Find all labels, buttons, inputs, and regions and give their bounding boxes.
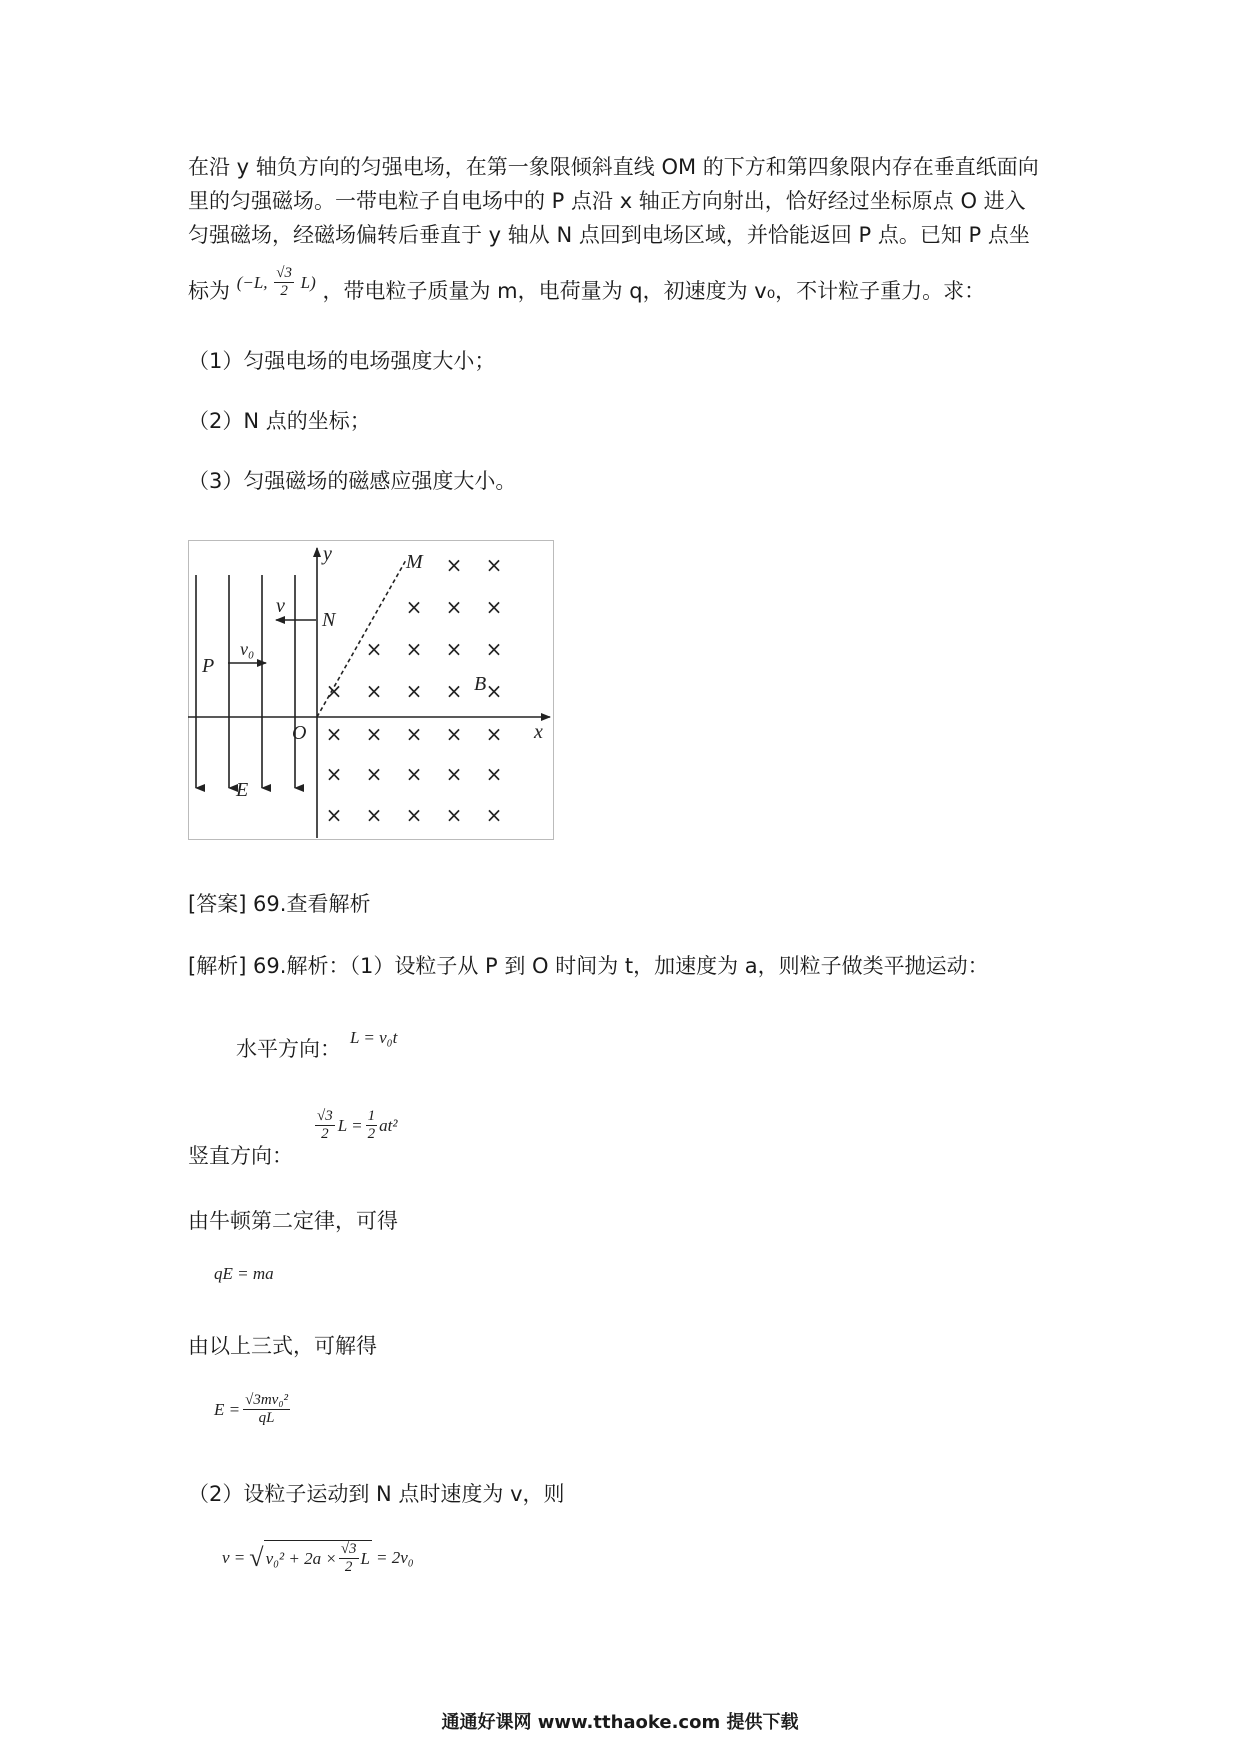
coord-fraction-denominator: 2 xyxy=(280,282,288,299)
cross: × xyxy=(485,803,503,827)
sqrt-symbol: √ xyxy=(249,1543,264,1572)
cross: × xyxy=(365,679,383,703)
label-E: E xyxy=(236,779,249,801)
E-den: qL xyxy=(258,1410,275,1426)
problem-line-4-prefix: 标为 xyxy=(188,279,230,303)
E-fraction xyxy=(243,1392,290,1427)
cross: × xyxy=(405,722,423,746)
label-x: x xyxy=(534,721,543,743)
v-rad-end: L xyxy=(360,1548,371,1568)
vertical-eq-mid: L = xyxy=(337,1115,363,1135)
cross: × xyxy=(365,722,383,746)
cross: × xyxy=(485,637,503,661)
newton-equation: qE = ma xyxy=(214,1264,274,1283)
cross: × xyxy=(445,553,463,577)
cross: × xyxy=(445,595,463,619)
question-3: （3）匀强磁场的磁感应强度大小。 xyxy=(188,469,517,493)
v-frac-den: 2 xyxy=(344,1559,353,1575)
field-diagram xyxy=(188,540,554,840)
analysis-line: [解析] 69.解析：（1）设粒子从 P 到 O 时间为 t，加速度为 a，则粒子做类平抛运动： xyxy=(188,954,989,978)
cross: × xyxy=(445,803,463,827)
solve-line: 由以上三式，可解得 xyxy=(188,1334,377,1358)
cross: × xyxy=(325,762,343,786)
E-num: √3mv₀² xyxy=(245,1392,289,1408)
coord-open: (−L, xyxy=(236,273,268,292)
cross: × xyxy=(405,679,423,703)
question-1: （1）匀强电场的电场强度大小； xyxy=(188,349,496,373)
cross: × xyxy=(485,595,503,619)
cross: × xyxy=(485,679,503,703)
E-lhs: E = xyxy=(214,1399,241,1419)
v-fraction xyxy=(339,1541,359,1576)
cross: × xyxy=(365,803,383,827)
horizontal-equation: L = v₀t xyxy=(350,1028,398,1047)
v-frac-num: √3 xyxy=(340,1541,357,1557)
cross: × xyxy=(485,553,503,577)
cross: × xyxy=(445,722,463,746)
E-equation xyxy=(214,1392,290,1427)
coordinate-expression xyxy=(237,264,316,300)
label-B: B xyxy=(474,673,487,695)
question-2: （2）N 点的坐标； xyxy=(188,409,371,433)
cross: × xyxy=(405,637,423,661)
cross: × xyxy=(405,803,423,827)
v-rad-start: v₀² + 2a × xyxy=(265,1548,337,1568)
footer-source: 通通好课网 www.tthaoke.com 提供下载 xyxy=(441,1712,799,1733)
v-equation xyxy=(222,1540,414,1576)
vertical-label: 竖直方向： xyxy=(188,1144,293,1168)
cross: × xyxy=(325,803,343,827)
cross: × xyxy=(325,722,343,746)
problem-line-3: 匀强磁场，经磁场偏转后垂直于 y 轴从 N 点回到电场区域，并恰能返回 P 点。已知 P 点坐 xyxy=(188,223,1030,247)
label-v0: v₀ xyxy=(240,639,255,659)
cross: × xyxy=(445,762,463,786)
coord-close: L) xyxy=(300,273,316,292)
v-radicand xyxy=(264,1540,372,1576)
horizontal-label: 水平方向： xyxy=(236,1037,341,1061)
answer-line: [答案] 69.查看解析 xyxy=(188,892,371,916)
label-P: P xyxy=(202,655,215,677)
cross: × xyxy=(485,722,503,746)
cross: × xyxy=(325,679,343,703)
vertical-eq-half xyxy=(366,1108,378,1143)
problem-line-4 xyxy=(188,264,1068,308)
cross: × xyxy=(485,762,503,786)
cross: × xyxy=(365,637,383,661)
label-M: M xyxy=(406,551,423,573)
problem-line-4-suffix: ，带电粒子质量为 m，电荷量为 q，初速度为 v₀，不计粒子重力。求： xyxy=(322,279,986,303)
label-N: N xyxy=(322,609,336,631)
v-lhs: v = xyxy=(222,1548,246,1567)
cross: × xyxy=(445,637,463,661)
label-O: O xyxy=(292,722,307,744)
part2-line: （2）设粒子运动到 N 点时速度为 v，则 xyxy=(188,1482,565,1506)
vertical-eq-half-den: 2 xyxy=(367,1126,376,1142)
label-y: y xyxy=(323,543,332,565)
vertical-eq-den: 2 xyxy=(321,1126,329,1142)
problem-statement xyxy=(188,150,1068,308)
vertical-eq-end: at² xyxy=(379,1115,398,1135)
vertical-eq-half-num: 1 xyxy=(367,1108,376,1124)
cross: × xyxy=(405,762,423,786)
cross: × xyxy=(365,762,383,786)
vertical-eq-fraction xyxy=(315,1108,335,1143)
coord-fraction xyxy=(274,265,294,300)
v-rhs: = 2v₀ xyxy=(376,1548,414,1567)
vertical-equation xyxy=(315,1108,397,1143)
problem-line-2: 里的匀强磁场。一带电粒子自电场中的 P 点沿 x 轴正方向射出，恰好经过坐标原点 O 进入 xyxy=(188,189,1026,213)
newton-line: 由牛顿第二定律，可得 xyxy=(188,1209,398,1233)
label-v: v xyxy=(276,595,285,617)
vertical-eq-num: √3 xyxy=(317,1108,333,1124)
problem-line-1: 在沿 y 轴负方向的匀强电场，在第一象限倾斜直线 OM 的下方和第四象限内存在垂直纸面向 xyxy=(188,155,1039,179)
cross: × xyxy=(405,595,423,619)
coord-fraction-numerator: √3 xyxy=(276,264,292,281)
cross: × xyxy=(445,679,463,703)
